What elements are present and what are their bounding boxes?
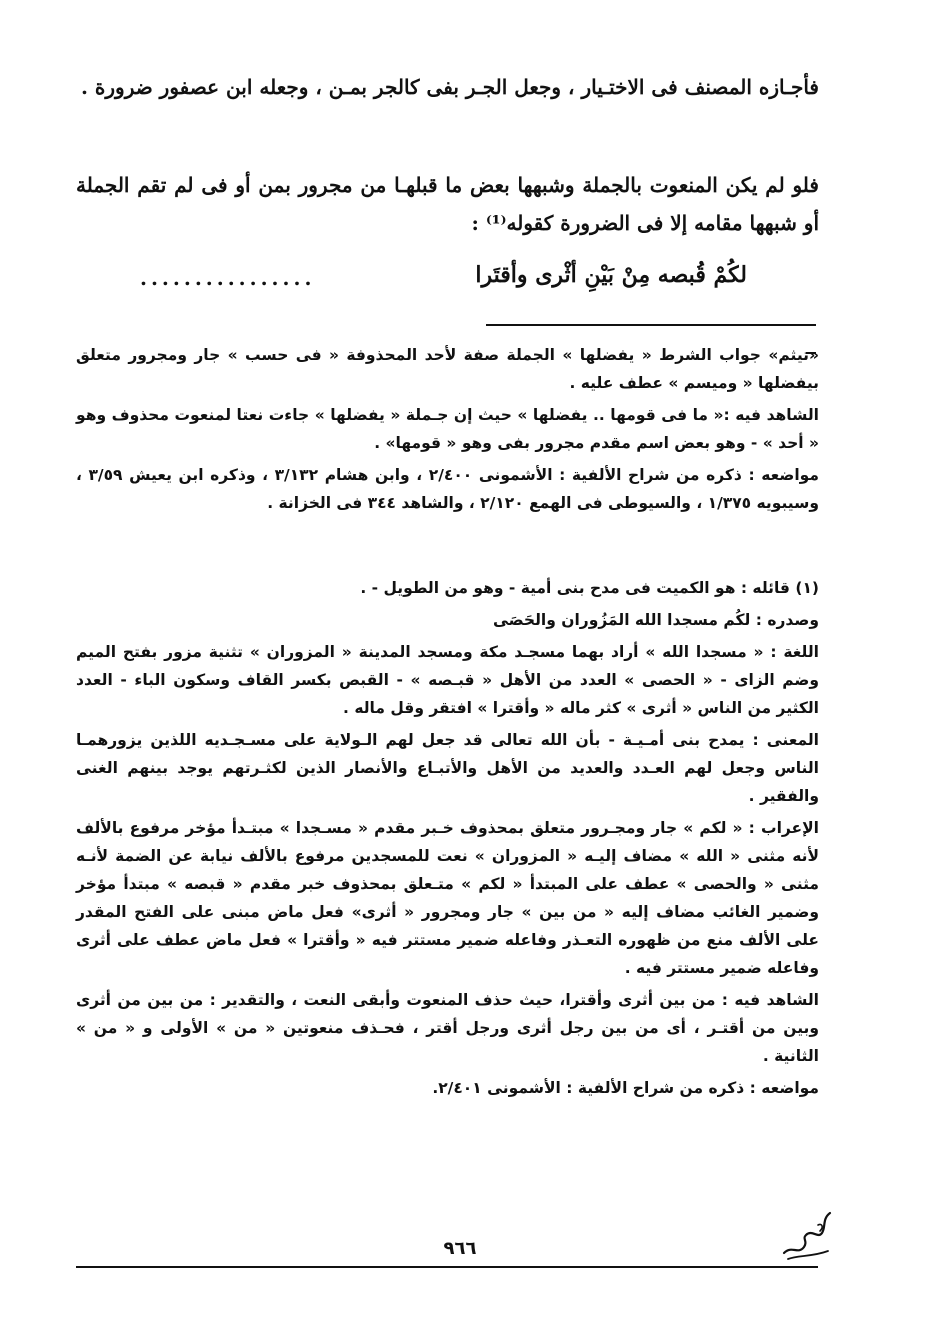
continued-footnote bbox=[76, 341, 819, 521]
publisher-signature-logo-icon bbox=[778, 1205, 838, 1265]
footnote-parsing: الإعراب : « لكم » جار ومجـرور متعلق بمحذوف خـبر مقدم « مسـجدا » مبتـدأ مؤخر مرفوع بالألف لأنه مثنى « الله » مضاف إليـه « المزوران » نعت للمسجدين مرفوع بالألف نيابة عن الضمة لأنـه مثنى « والحصى » عطف على المبتدأ « لكم » متـعلق بمحذوف خبر مقدم « قبصه » مبتدأ مؤخر وضمير الغائب مضاف إليه « من بين » جار ومجرور « أثرى» فعل ماض مبنى على الفتح المقدر على الألف منع من ظهوره التعـذر وفاعله ضمير مستتر فيه « وأقترا » فعل ماض عطف على أثرى وفاعله ضمير مستتر فيه . bbox=[76, 819, 819, 977]
main-text-block-1 bbox=[76, 68, 819, 106]
main-paragraph-1: فأجـازه المصنف فى الاختـيار ، وجعل الجـر بفى كالجر بمـن ، وجعله ابن عصفور ضرورة . bbox=[80, 75, 819, 99]
footnote-first-half: وصدره : لكُم مسجدا الله المَزُوران والحَصَى bbox=[492, 611, 819, 629]
footnote-language: اللغة : « مسجدا الله » أراد بهما مسجـد مكة ومسجد المدينة « المزوران » تثنية مزور بفتح الميم وضم الزاى - « الحصى » العدد من الأهل « قبـصه » - القبص بكسر القاف وسكون الباء - العدد الكثير من الناس « أثرى » كثر ماله « وأقترا » افتقر وقل ماله . bbox=[76, 643, 819, 717]
note-parsing-continued: «تيثم» جواب الشرط « يفضلها » الجملة صفة لأحد المحذوفة « فى حسب » جار ومجرور متعلق بيفضلها « وميسم » عطف عليه . bbox=[76, 346, 819, 392]
main-text-block-2 bbox=[76, 166, 819, 242]
page-number: ٩٦٦ bbox=[443, 1238, 477, 1259]
bottom-rule bbox=[76, 1266, 818, 1268]
footnote-meaning: المعنى : يمدح بنى أمـيـة - بأن الله تعالى قد جعل لهم الـولاية على مسـجـديه اللذين يزورهمـا الناس وجعل لهم العـدد والعديد من الأهل والأتبـاع والأنصار الذين لكثـرتهم يوجد بينهم الغنى والفقير . bbox=[76, 731, 819, 805]
footnote-1 bbox=[76, 574, 819, 1106]
footnote-sources: مواضعه : ذكره من شراح الألفية : الأشمونى ٢/٤٠١. bbox=[432, 1079, 819, 1097]
poetry-verse bbox=[140, 262, 747, 298]
note-evidence: الشاهد فيه :« ما فى قومها .. يفضلها » حيث إن جـملة « يفضلها » جاءت نعتا لمنعوت محذوف وهو « أحد » - وهو بعض اسم مقدم مجرور بفى وهو « قومها» . bbox=[76, 406, 819, 452]
footnote-evidence: الشاهد فيه : من بين أثرى وأقترا، حيث حذف المنعوت وأبقى النعت ، والتقدير : من بين من أثرى وبين من أقتـر ، أى من بين رجل أثرى ورجل أقتر ، فحـذف منعوتين « من » الأولى و « من » الثانية . bbox=[76, 991, 819, 1065]
footnote-separator bbox=[486, 324, 816, 326]
note-sources: مواضعه : ذكره من شراح الألفية : الأشمونى ٢/٤٠٠ ، وابن هشام ٣/١٣٢ ، وذكره ابن يعيش ٣/٥٩ ، وسيبويه ١/٣٧٥ ، والسيوطى فى الهمع ٢/١٢٠ ، والشاهد ٣٤٤ فى الخزانة . bbox=[76, 466, 819, 512]
footnote-sayer: (١) قائله : هو الكميت فى مدح بنى أمية - وهو من الطويل - . bbox=[360, 579, 819, 597]
verse-hemistich: لكُمْ قُبصه مِنْ بَيْنِ أثْرى وأقتَرا bbox=[475, 262, 747, 288]
main-paragraph-2: فلو لم يكن المنعوت بالجملة وشبهها بعض ما قبلهـا من مجرور بمن أو فى لم تقم الجملة أو شبهها مقامه إلا فى الضرورة كقوله⁽¹⁾ : bbox=[76, 173, 819, 235]
verse-ellipsis: ................ bbox=[140, 266, 316, 290]
